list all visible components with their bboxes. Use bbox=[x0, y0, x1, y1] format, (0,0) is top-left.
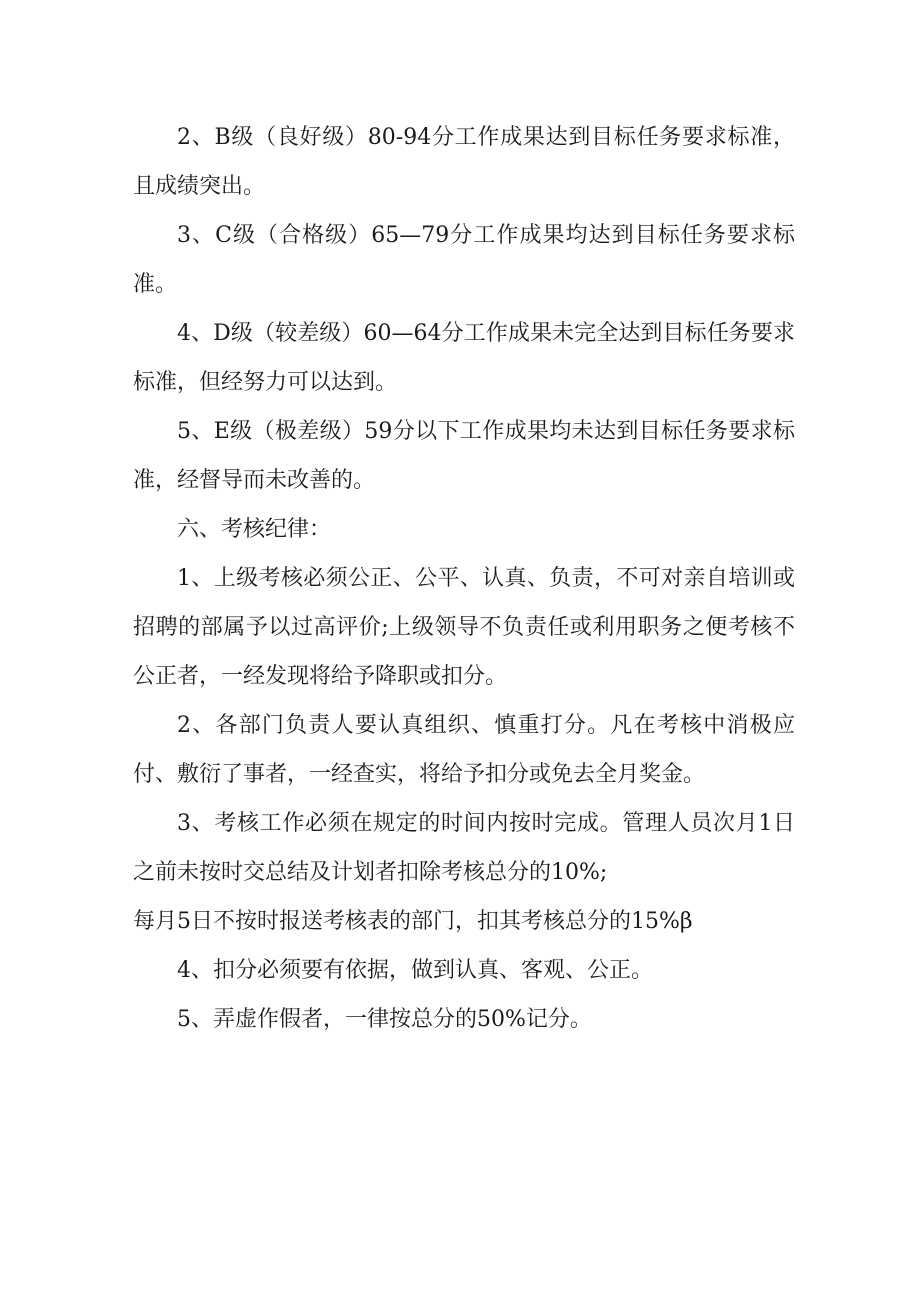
paragraph-grade-b: 2、B级（良好级）80-94分工作成果达到目标任务要求标准，且成绩突出。 bbox=[133, 125, 795, 199]
paragraph-rule-3: 3、考核工作必须在规定的时间内按时完成。管理人员次月1日之前未按时交总结及计划者扣除考核总分的10%; bbox=[133, 811, 795, 885]
paragraph-rule-2: 2、各部门负责人要认真组织、慎重打分。凡在考核中消极应付、敷衍了事者，一经查实，将给予扣分或免去全月奖金。 bbox=[133, 713, 795, 787]
paragraph-rule-1: 1、上级考核必须公正、公平、认真、负责，不可对亲自培训或招聘的部属予以过高评价;上级领导不负责任或利用职务之便考核不公正者，一经发现将给予降职或扣分。 bbox=[133, 566, 795, 689]
paragraph-rule-4: 4、扣分必须要有依据，做到认真、客观、公正。 bbox=[177, 958, 653, 983]
paragraph-grade-d: 4、D级（较差级）60—64分工作成果未完全达到目标任务要求标准，但经努力可以达到。 bbox=[133, 321, 795, 395]
paragraph-grade-c: 3、C级（合格级）65—79分工作成果均达到目标任务要求标准。 bbox=[133, 223, 795, 297]
paragraph-rule-5: 5、弄虚作假者，一律按总分的50%记分。 bbox=[177, 1007, 592, 1032]
paragraph-rule-3-continued: 每月5日不按时报送考核表的部门，扣其考核总分的15%β bbox=[133, 909, 693, 934]
document-body bbox=[133, 113, 795, 1044]
paragraph-grade-e: 5、E级（极差级）59分以下工作成果均未达到目标任务要求标准，经督导而未改善的。 bbox=[133, 419, 795, 493]
section-heading-six: 六、考核纪律： bbox=[177, 517, 332, 542]
